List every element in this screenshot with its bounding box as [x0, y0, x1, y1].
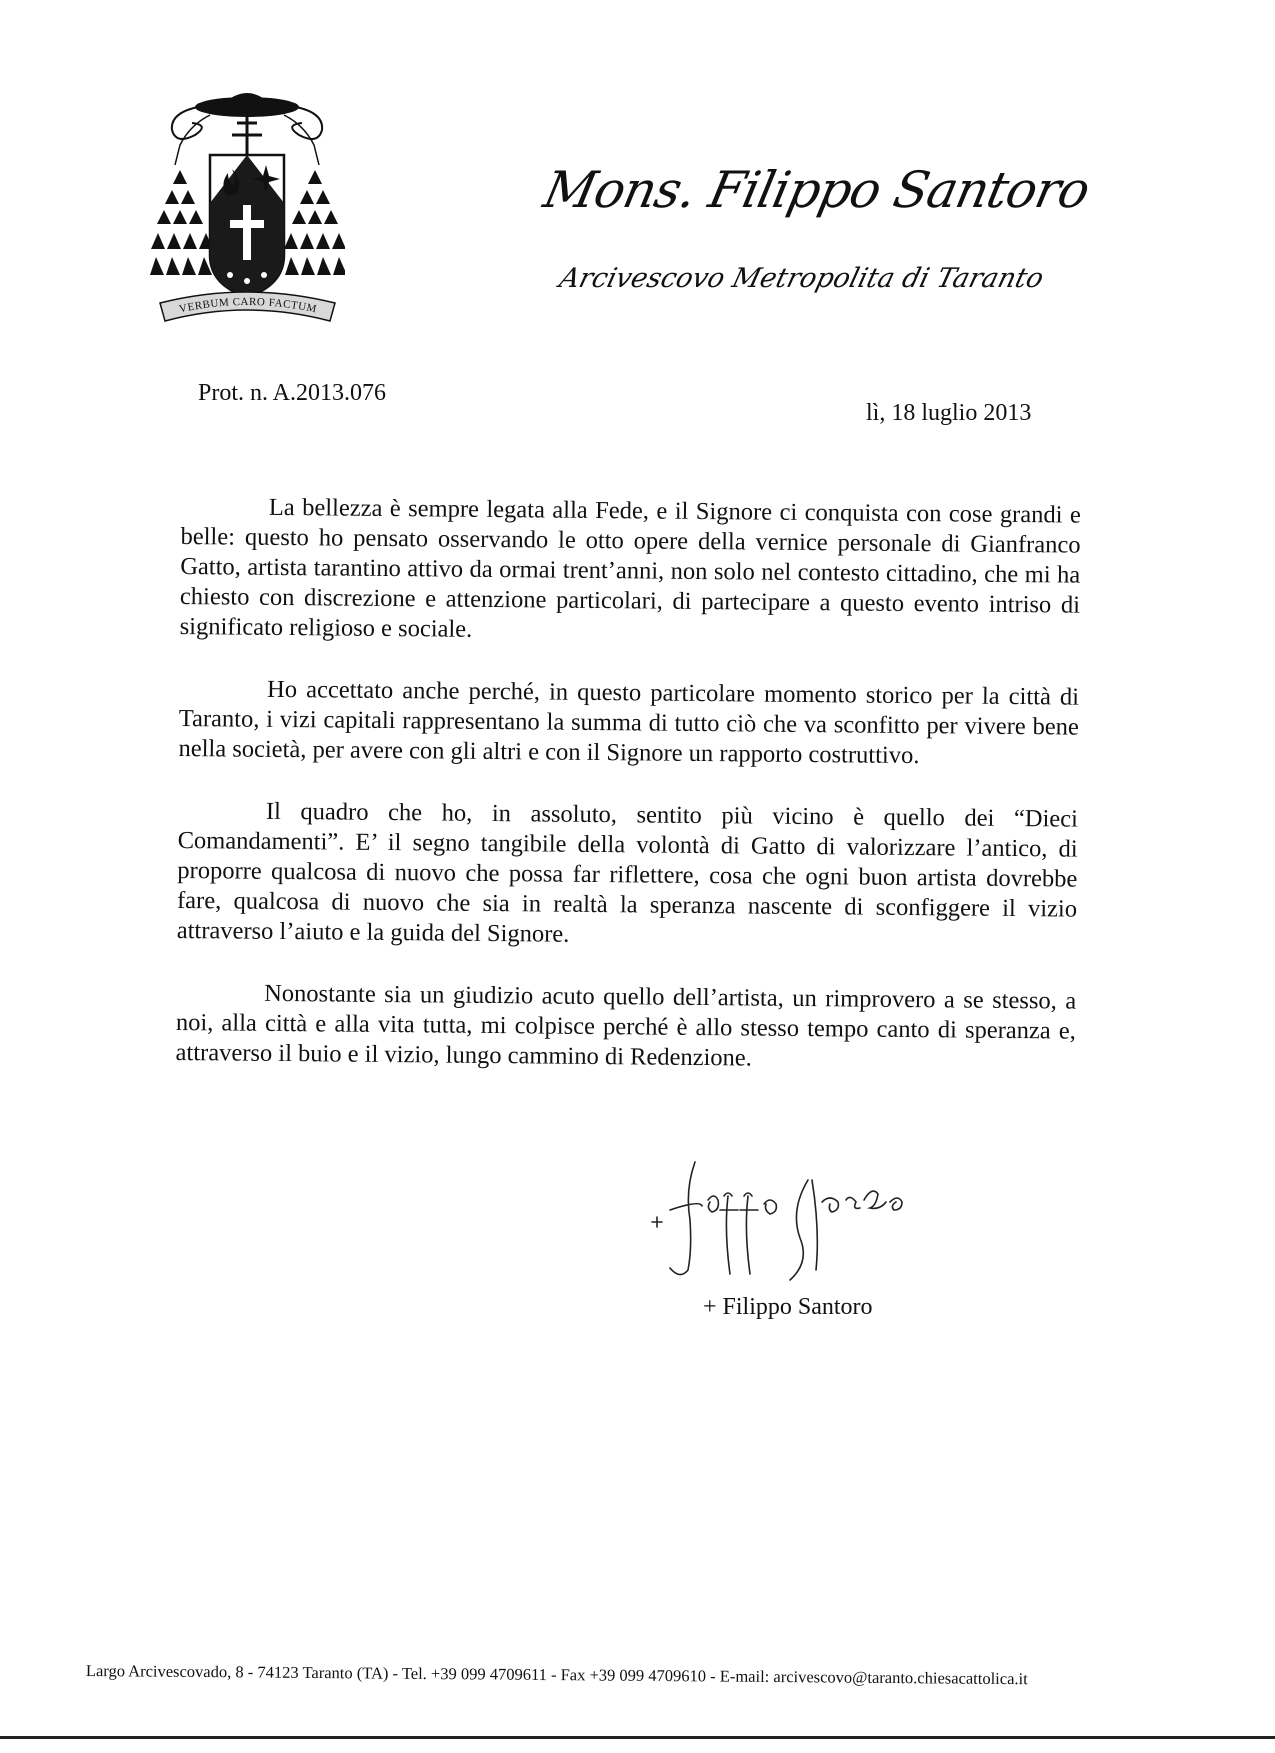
letterhead-title: Arcivescovo Metropolita di Taranto: [556, 263, 1047, 294]
footer-address: Largo Arcivescovado, 8 - 74123 Taranto (TA) - Tel. +39 099 4709611 - Fax +39 099 4709610 - E-mail: arcivescovo@taranto.chiesacattolica.it: [85, 1661, 1028, 1689]
archbishop-coat-of-arms-icon: [150, 85, 345, 330]
letter-body: [175, 492, 1081, 1109]
handwritten-signature: [640, 1150, 980, 1290]
coat-of-arms-motto: VERBUM CARO FACTUM: [178, 295, 318, 316]
signatory-name: + Filippo Santoro: [703, 1294, 873, 1320]
paragraph-2: Ho accettato anche perché, in questo particolare momento storico per la città di Taranto, i vizi capitali rappresentano la summa di tutto ciò che va sconfitto per vivere bene nella società, per avere con gli altri e con il Signore un rapporto costruttivo.: [178, 675, 1080, 770]
paragraph-1: La bellezza è sempre legata alla Fede, e il Signore ci conquista con cose grandi e belle: questo ho pensato osservando le otto opere della vernice personale di Gianfranco Gatto, artista tarantino attivo da ormai trent’anni, non solo nel contesto cittadino, che mi ha chiesto con discrezione e attenzione particolari, di partecipare a questo evento intriso di significato religioso e sociale.: [179, 493, 1081, 643]
letter-date: lì, 18 luglio 2013: [866, 400, 1032, 426]
paragraph-4: Nonostante sia un giudizio acuto quello dell’artista, un rimprovero a se stesso, a noi, alla città e alla vita tutta, mi colpisce perché è allo stesso tempo canto di speranza e, attraverso il buio e il vizio, lungo cammino di Redenzione.: [175, 979, 1077, 1072]
protocol-number: Prot. n. A.2013.076: [198, 380, 387, 406]
scan-bottom-edge: [0, 1736, 1275, 1739]
letterhead-name: Mons. Filippo Santoro: [538, 161, 1095, 219]
paragraph-3: Il quadro che ho, in assoluto, sentito più vicino è quello dei “Dieci Comandamenti”. E’ il segno tangibile della volontà di Gatto di valorizzare l’antico, di proporre qualcosa di nuovo che possa far riflettere, cosa che ogni buon artista dovrebbe fare, qualcosa di nuovo che sia in realtà la speranza nascente di sconfiggere il vizio attraverso l’aiuto e la guida del Signore.: [176, 797, 1079, 948]
